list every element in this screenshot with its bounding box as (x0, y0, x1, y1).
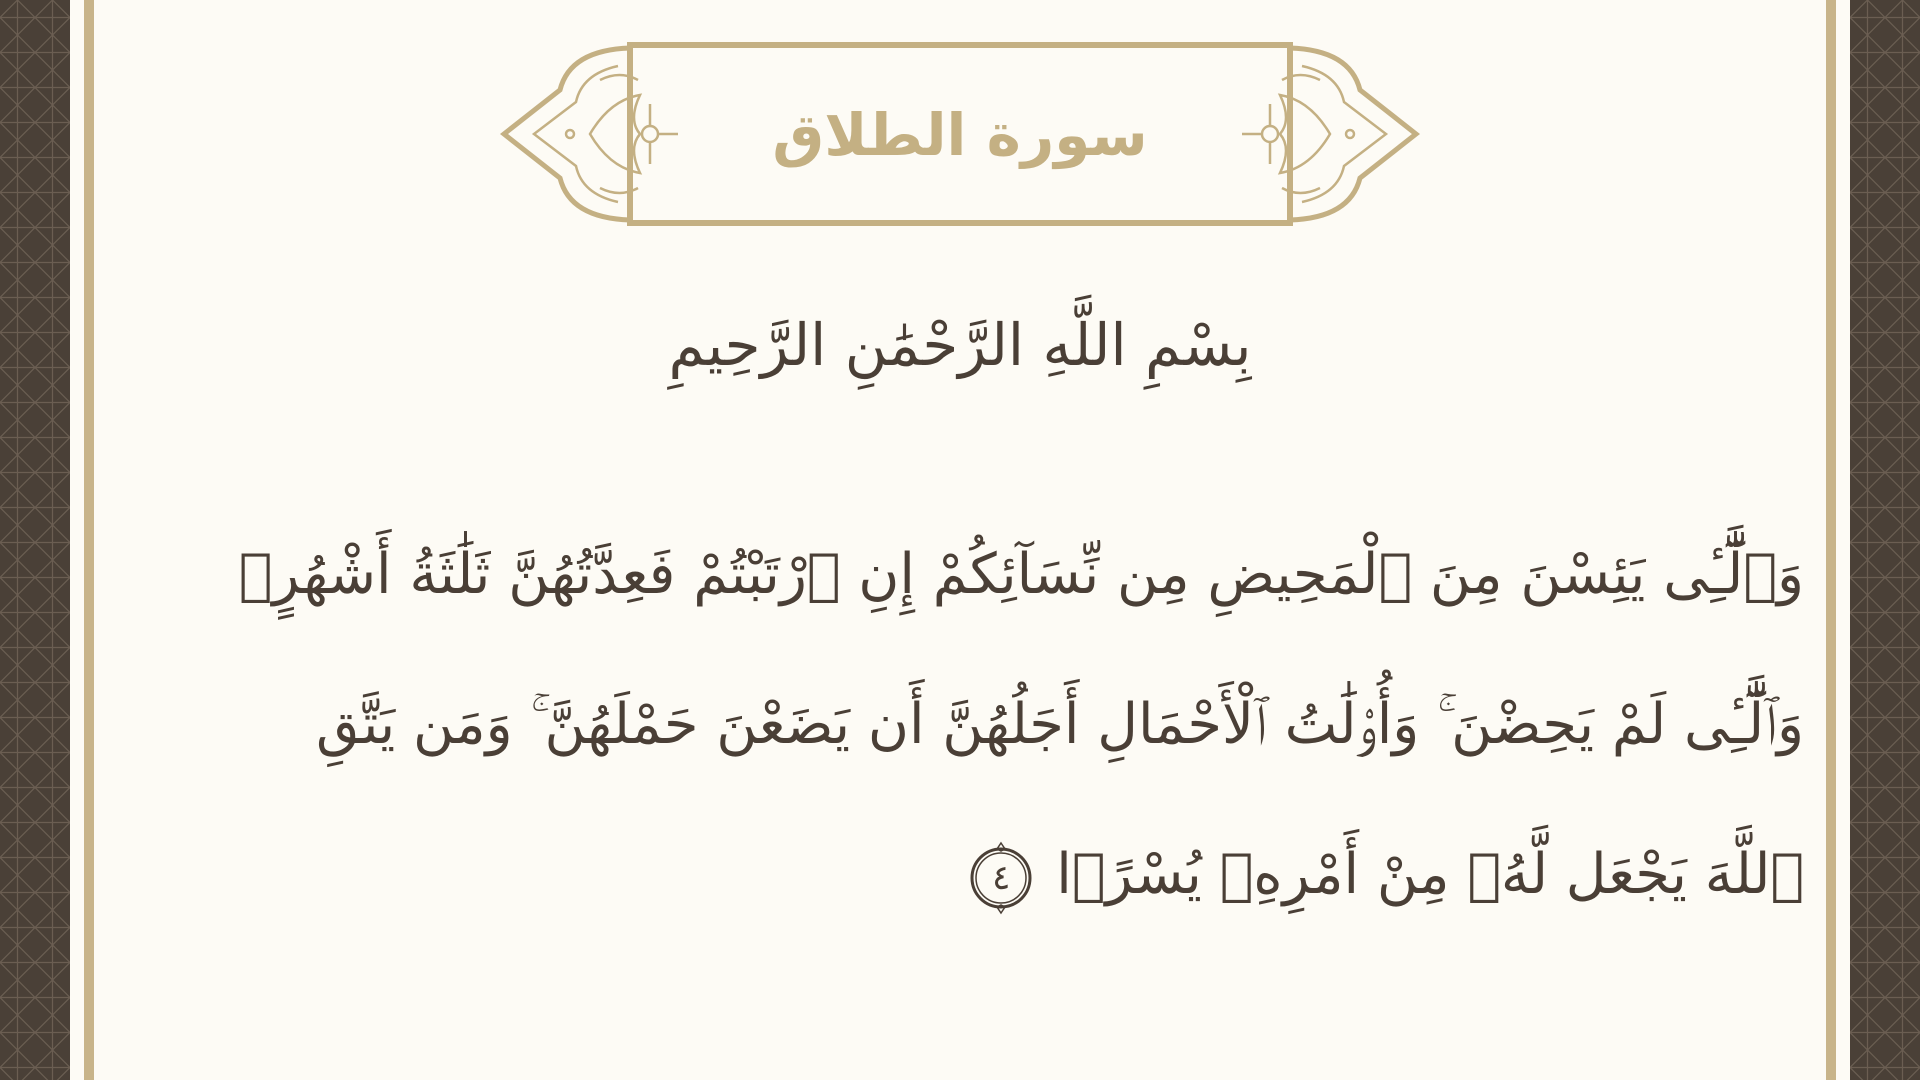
basmala: بِسْمِ اللَّهِ الرَّحْمَٰنِ الرَّحِيمِ (668, 311, 1252, 379)
right-ornament-panel (1850, 0, 1920, 1080)
ayah-end-marker-icon (964, 841, 1038, 915)
ayah-line-3-text: ٱللَّهَ يَجْعَل لَّهُۥ مِنْ أَمْرِهِۦ يُسْرًۭا (1056, 842, 1804, 907)
ayah-number: ٤ (992, 857, 1011, 898)
ayah-line-2: وَٱلَّٰٓـِٔى لَمْ يَحِضْنَ ۚ وَأُو۟لَٰتُ ٱلْأَحْمَالِ أَجَلُهُنَّ أَن يَضَعْنَ حَمْلَهُنَّ ۚ وَمَن يَتَّقِ (316, 692, 1804, 757)
left-gold-rail (84, 0, 94, 1080)
surah-title: سورة الطلاق (772, 101, 1148, 169)
ayah-text (96, 500, 1804, 950)
surah-title-frame (500, 40, 1420, 230)
ayah-line-1: وَٱلَّٰٓـِٔى يَئِسْنَ مِنَ ٱلْمَحِيضِ مِن نِّسَآئِكُمْ إِنِ ٱرْتَبْتُمْ فَعِدَّتُهُنَّ ثَلَٰثَةُ أَشْهُرٍۢ (238, 542, 1804, 607)
left-ornament-panel (0, 0, 70, 1080)
right-gold-rail (1826, 0, 1836, 1080)
ayah-line-3 (96, 800, 1804, 950)
